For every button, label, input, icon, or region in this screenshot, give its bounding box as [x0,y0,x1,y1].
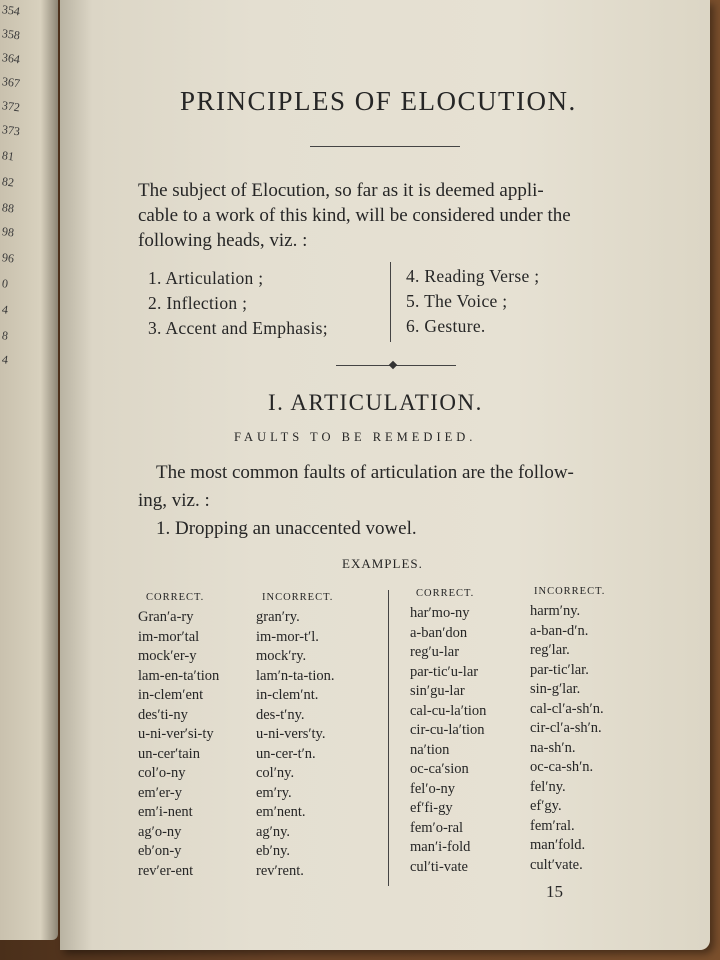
example-word: cir-cu-la′tion [410,722,485,738]
example-word: ef′fi-gy [410,800,453,816]
left-page-number: 82 [1,174,15,190]
example-word: in-clem′ent [138,687,204,703]
example-word: oc-ca′sion [410,761,469,777]
column-header-correct: CORRECT. [146,592,205,603]
left-page-number: 373 [1,122,21,139]
example-word: des′ti-ny [138,706,188,723]
column-header-incorrect: INCORRECT. [534,586,606,597]
section-title: I. ARTICULATION. [268,390,483,415]
head-item: 5. The Voice ; [406,291,508,311]
example-word: rev′er-ent [138,862,194,879]
column-header-correct: CORRECT. [416,588,475,599]
rule-heading: 1. Dropping an unaccented vowel. [156,518,417,539]
example-word: rev′rent. [256,862,304,879]
example-word: em′er-y [138,784,182,801]
example-word: man′fold. [530,837,586,853]
example-word: lam-en-ta′tion [138,667,220,684]
example-word: Gran′a-ry [138,609,194,625]
left-page-number: 98 [1,224,15,240]
intro-line: cable to a work of this kind, will be considered under the [138,205,571,226]
intro-line: following heads, viz. : [138,230,308,251]
left-incorrect-column [256,608,334,881]
example-word: reg′lar. [530,642,570,658]
left-page-number: 354 [1,2,21,19]
book-page [60,0,710,950]
head-item: 1. Articulation ; [148,268,264,288]
examples-heading: EXAMPLES. [342,556,423,571]
example-word: reg′u-lar [410,644,460,660]
example-word: a-ban-d′n. [530,622,589,639]
example-word: gran′ry. [256,609,300,625]
example-word: ef′gy. [530,798,562,814]
example-word: un-cer-t′n. [256,745,316,762]
page-number: 15 [546,882,563,901]
example-word: cal-cu-la′tion [410,702,487,719]
example-word: cir-cl′a-sh′n. [530,720,602,736]
left-page-number: 367 [1,74,21,91]
title-rule [310,146,460,147]
page-title: PRINCIPLES OF ELOCUTION. [180,86,577,116]
example-word: u-ni-vers′ty. [256,726,326,742]
example-word: a-ban′don [410,624,468,641]
example-word: un-cer′tain [138,745,200,762]
example-word: cal-cl′a-sh′n. [530,700,604,717]
faults-line: ing, viz. : [138,490,210,511]
example-word: des-t′ny. [256,706,305,723]
example-word: col′ny. [256,765,295,781]
head-item: 4. Reading Verse ; [406,266,540,286]
example-word: sin′gu-lar [410,683,465,699]
example-word: man′i-fold [410,839,471,855]
left-page-number: 88 [1,200,15,216]
heads-divider [390,262,391,342]
example-word: im-mor′tal [138,628,200,645]
faults-line: The most common faults of articulation are the follow- [156,462,574,483]
example-word: mock′er-y [138,648,197,664]
example-word: ag′o-ny [138,823,182,840]
example-word: in-clem′nt. [256,687,319,703]
example-word: na′tion [410,741,450,758]
right-incorrect-column [530,602,604,875]
example-word: fem′o-ral [410,819,464,836]
example-word: sin-g′lar. [530,681,581,697]
examples-divider [388,590,389,886]
example-word: fel′ny. [530,778,566,795]
example-word: mock′ry. [256,648,307,664]
left-correct-column [138,608,219,881]
example-word: im-mor-t′l. [256,628,319,645]
left-page-number: 81 [1,148,15,164]
ornament-diamond [389,361,397,369]
head-item: 6. Gesture. [406,316,486,336]
column-header-incorrect: INCORRECT. [262,592,334,603]
example-word: ag′ny. [256,823,291,840]
faults-heading: FAULTS TO BE REMEDIED. [234,430,477,444]
intro-line: The subject of Elocution, so far as it is deemed appli- [138,180,544,201]
left-page-number: 8 [1,328,9,343]
left-page-number: 372 [1,98,21,115]
left-page-number: 4 [1,302,9,317]
example-word: fem′ral. [530,817,575,834]
example-word: fel′o-ny [410,780,456,797]
example-word: lam′n-ta-tion. [256,667,335,684]
example-word: col′o-ny [138,765,186,781]
left-page-number: 364 [1,50,21,67]
example-word: cult′vate. [530,856,583,873]
example-word: em′i-nent [138,804,193,820]
head-item: 3. Accent and Emphasis; [148,318,328,338]
left-page-number: 0 [1,276,9,291]
right-correct-column [410,604,486,877]
left-page-number: 4 [1,352,9,367]
example-word: u-ni-ver′si-ty [138,726,214,742]
example-word: na-sh′n. [530,739,576,756]
example-word: eb′on-y [138,843,182,859]
example-word: em′ry. [256,784,292,801]
left-page-number: 96 [1,250,15,266]
example-word: harm′ny. [530,603,581,619]
example-word: par-tic′lar. [530,661,589,678]
example-word: oc-ca-sh′n. [530,759,594,775]
example-word: har′mo-ny [410,605,470,621]
example-word: em′nent. [256,804,306,820]
left-page-edge [0,0,58,940]
head-item: 2. Inflection ; [148,293,248,313]
example-word: eb′ny. [256,843,291,859]
example-word: par-tic′u-lar [410,663,479,680]
example-word: cul′ti-vate [410,858,468,875]
left-page-number: 358 [1,26,21,43]
